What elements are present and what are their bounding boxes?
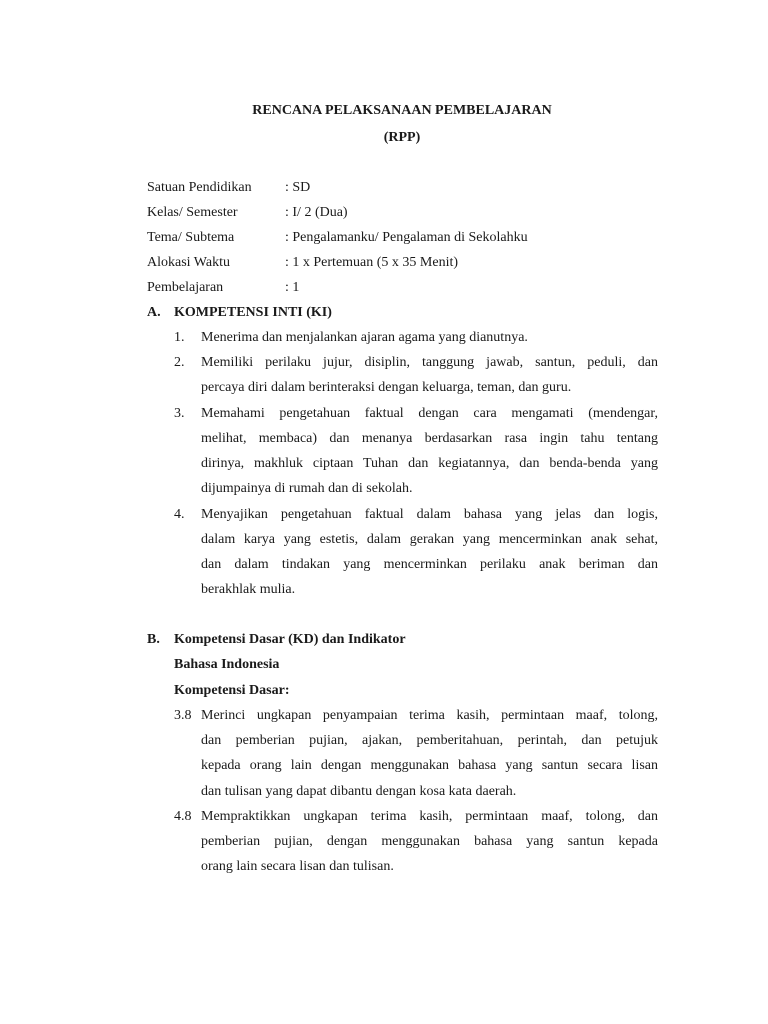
info-label: Tema/ Subtema [147, 230, 235, 245]
item-number: 3.8 [174, 708, 192, 723]
info-value: : Pengalamanku/ Pengalaman di Sekolahku [285, 230, 528, 245]
item-line: pemberian pujian, dengan menggunakan bahasa yang santun kepada [201, 834, 658, 849]
section-letter: B. [147, 632, 160, 647]
document-subtitle: (RPP) [383, 130, 421, 145]
item-line: dijumpainya di rumah dan di sekolah. [201, 481, 413, 496]
item-number: 1. [174, 330, 185, 345]
item-line: dirinya, makhluk ciptaan Tuhan dan kegiatannya, dan benda-benda yang [201, 456, 658, 471]
item-number: 4. [174, 507, 185, 522]
subject-heading: Bahasa Indonesia [174, 657, 280, 672]
item-line: dan tulisan yang dapat dibantu dengan kosa kata daerah. [201, 784, 517, 799]
info-value: : I/ 2 (Dua) [285, 205, 348, 220]
section-title: KOMPETENSI INTI (KI) [174, 305, 332, 320]
section-title: Kompetensi Dasar (KD) dan Indikator [174, 632, 406, 647]
info-label: Alokasi Waktu [147, 255, 230, 270]
item-line: Menyajikan pengetahuan faktual dalam bahasa yang jelas dan logis, [201, 507, 658, 522]
item-line: Menerima dan menjalankan ajaran agama yang dianutnya. [201, 330, 528, 345]
kd-heading: Kompetensi Dasar: [174, 683, 290, 698]
item-line: Merinci ungkapan penyampaian terima kasih, permintaan maaf, tolong, [201, 708, 658, 723]
item-number: 2. [174, 355, 185, 370]
item-line: percaya diri dalam berinteraksi dengan keluarga, teman, dan guru. [201, 380, 572, 395]
info-label: Pembelajaran [147, 280, 224, 295]
item-line: melihat, membaca) dan menanya berdasarkan rasa ingin tahu tentang [201, 431, 658, 446]
info-label: Kelas/ Semester [147, 205, 238, 220]
item-line: Memahami pengetahuan faktual dengan cara mengamati (mendengar, [201, 406, 658, 421]
info-label: Satuan Pendidikan [147, 180, 252, 195]
item-number: 3. [174, 406, 185, 421]
item-line: orang lain secara lisan dan tulisan. [201, 859, 394, 874]
item-number: 4.8 [174, 809, 192, 824]
section-letter: A. [147, 305, 161, 320]
item-line: dan pemberian pujian, ajakan, pemberitahuan, perintah, dan petujuk [201, 733, 658, 748]
item-line: berakhlak mulia. [201, 582, 296, 597]
item-line: dalam karya yang estetis, dalam gerakan yang mencerminkan anak sehat, [201, 532, 658, 547]
info-value: : 1 x Pertemuan (5 x 35 Menit) [285, 255, 459, 270]
document-title: RENCANA PELAKSANAAN PEMBELAJARAN [252, 103, 552, 118]
item-line: kepada orang lain dengan menggunakan bahasa yang santun secara lisan [201, 758, 658, 773]
info-value: : SD [285, 180, 311, 195]
item-line: Memiliki perilaku jujur, disiplin, tanggung jawab, santun, peduli, dan [201, 355, 658, 370]
item-line: dan dalam tindakan yang mencerminkan perilaku anak beriman dan [201, 557, 658, 572]
info-value: : 1 [285, 280, 300, 295]
item-line: Mempraktikkan ungkapan terima kasih, permintaan maaf, tolong, dan [201, 809, 658, 824]
